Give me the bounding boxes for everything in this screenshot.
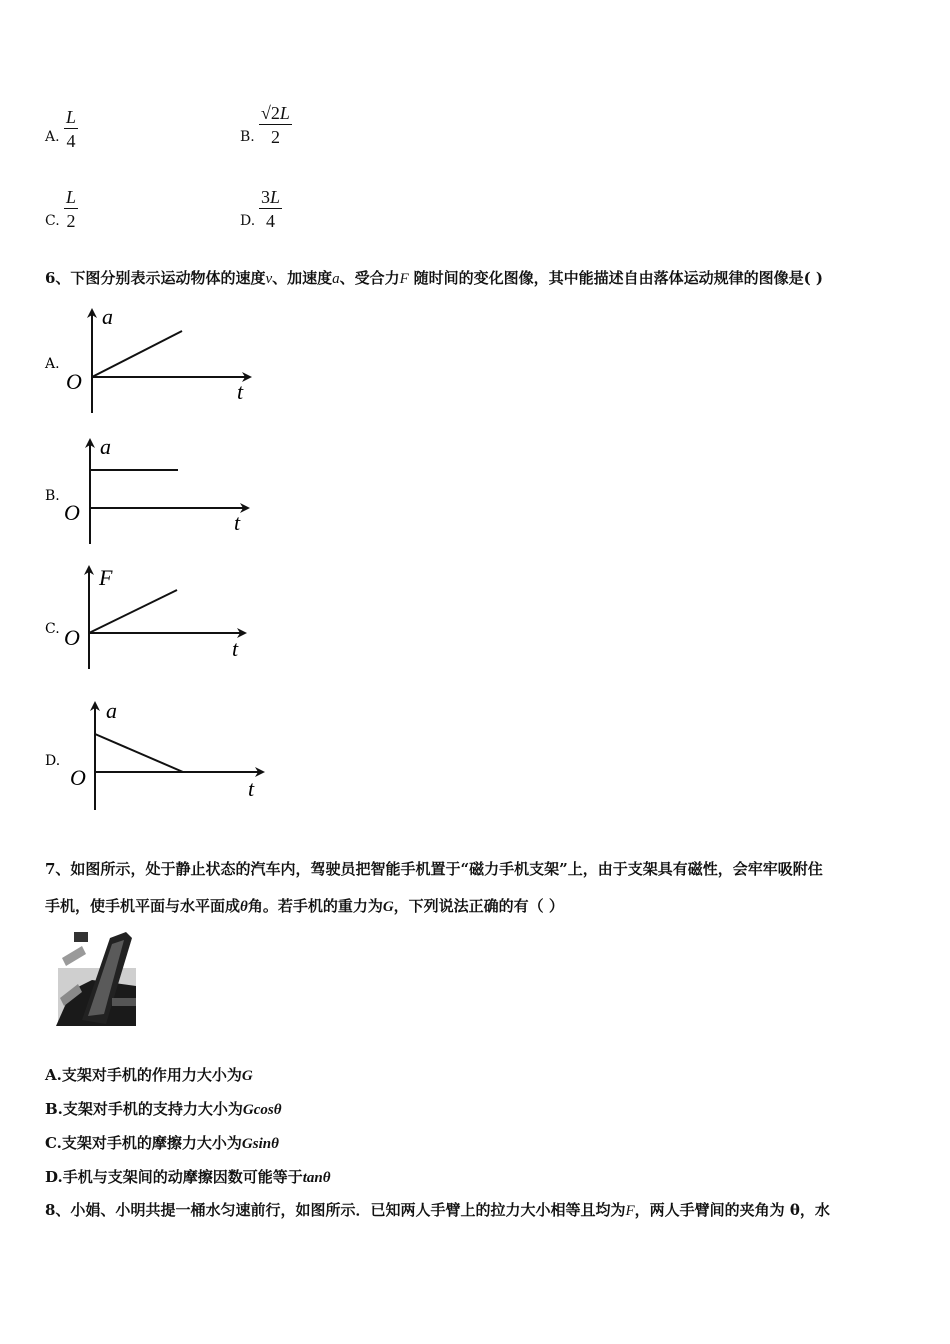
- q6-graph-a-origin: O: [66, 369, 82, 394]
- q5-option-c-denominator: 2: [66, 211, 76, 231]
- q6-graph-c-ylabel: F: [99, 565, 113, 590]
- q6-graph-c-line: [89, 590, 177, 633]
- q7-option-a-expr: G: [241, 1068, 253, 1084]
- q7-option-c: [45, 1132, 279, 1153]
- q7-option-d-text: D.手机与支架间的动摩擦因数可能等于: [45, 1168, 303, 1186]
- q7-option-c-expr: Gsinθ: [241, 1136, 279, 1152]
- q5-option-c-letter: C.: [45, 213, 60, 229]
- q6-graph-d-origin: O: [70, 765, 86, 790]
- q8-stem-line1: [45, 1200, 830, 1221]
- q7-stem-line2: [45, 896, 564, 917]
- q8-F: F: [625, 1203, 635, 1219]
- q5-option-b-letter: B.: [240, 129, 255, 145]
- q7-option-b-text: B.支架对手机的支持力大小为: [45, 1100, 243, 1118]
- q5-option-a-letter: A.: [45, 129, 60, 145]
- q6-stem-part1: 6、下图分别表示运动物体的速度: [45, 269, 266, 287]
- q7-stem-text-1: 7、如图所示，处于静止状态的汽车内，驾驶员把智能手机置于“磁力手机支架”上，由于支架具有磁性，会牢牢吸附住: [45, 860, 823, 878]
- q5-option-a-denominator: 4: [66, 131, 76, 151]
- q8-stem-text-1a: 8、小娟、小明共提一桶水匀速前行，如图所示．已知两人手臂上的拉力大小相等且均为: [45, 1201, 626, 1219]
- q7-theta: θ: [240, 899, 248, 915]
- q6-graph-c-letter: C.: [45, 621, 60, 637]
- phone-holder-photo: [52, 928, 138, 1028]
- q7-G: G: [382, 899, 394, 915]
- q6-graph-d-letter: D.: [45, 753, 61, 769]
- q7-stem-text-2b: 角。若手机的重力为: [247, 897, 383, 915]
- q6-graph-a-ylabel: a: [102, 304, 113, 329]
- q6-graph-c-origin: O: [64, 625, 80, 650]
- q6-graph-c-xlabel: t: [232, 636, 239, 661]
- q5-option-c-numerator: L: [66, 187, 77, 207]
- q6-graph-a-line: [92, 331, 182, 377]
- q5-option-b-radicand: 2: [270, 103, 280, 123]
- q5-option-d-denominator: 4: [266, 211, 275, 231]
- sqrt-symbol: √: [261, 103, 271, 123]
- q7-stem-text-2a: 手机，使手机平面与水平面成: [45, 897, 241, 915]
- q7-option-a: [45, 1064, 253, 1085]
- q6-graph-d-line: [95, 734, 183, 772]
- q7-option-d: [45, 1166, 331, 1187]
- q7-stem-line1: [45, 859, 823, 879]
- q6-graph-a-letter: A.: [45, 356, 60, 372]
- q7-option-a-text: A.支架对手机的作用力大小为: [45, 1066, 242, 1084]
- q6-var-a: a: [332, 271, 340, 287]
- q6-graph-b-ylabel: a: [100, 434, 111, 459]
- q5-option-a-numerator: L: [66, 107, 77, 127]
- q7-option-c-text: C.支架对手机的摩擦力大小为: [45, 1134, 242, 1152]
- q5-option-b-variable: L: [279, 103, 290, 123]
- q6-graph-a-xlabel: t: [237, 379, 244, 404]
- q6-graph-d-ylabel: a: [106, 698, 117, 723]
- q7-option-b-expr: Gcosθ: [242, 1102, 282, 1118]
- q6-stem-part2: 、加速度: [272, 269, 333, 287]
- q6-graph-b-origin: O: [64, 500, 80, 525]
- q6-stem-part4: 随时间的变化图像，其中能描述自由落体运动规律的图像是( ): [413, 269, 824, 287]
- q5-option-d-coefficient: 3: [261, 187, 270, 207]
- q6-var-F: F: [399, 271, 409, 287]
- q6-graph-d-xlabel: t: [248, 776, 255, 801]
- q7-option-b: [45, 1098, 282, 1119]
- q6-graph-b-xlabel: t: [234, 510, 241, 535]
- q5-option-b-denominator: 2: [270, 127, 280, 147]
- q5-option-d-letter: D.: [240, 213, 256, 229]
- q7-option-d-expr: tanθ: [302, 1170, 331, 1186]
- q8-stem-text-1b: ，两人手臂间的夹角为 θ，水: [634, 1201, 830, 1219]
- q6-graph-b-letter: B.: [45, 488, 60, 504]
- q6-stem-part3: 、受合力: [339, 269, 400, 287]
- q5-option-d-variable: L: [270, 187, 281, 207]
- q6-var-v: v: [265, 271, 273, 287]
- q7-stem-text-2c: ，下列说法正确的有（ ）: [393, 897, 564, 915]
